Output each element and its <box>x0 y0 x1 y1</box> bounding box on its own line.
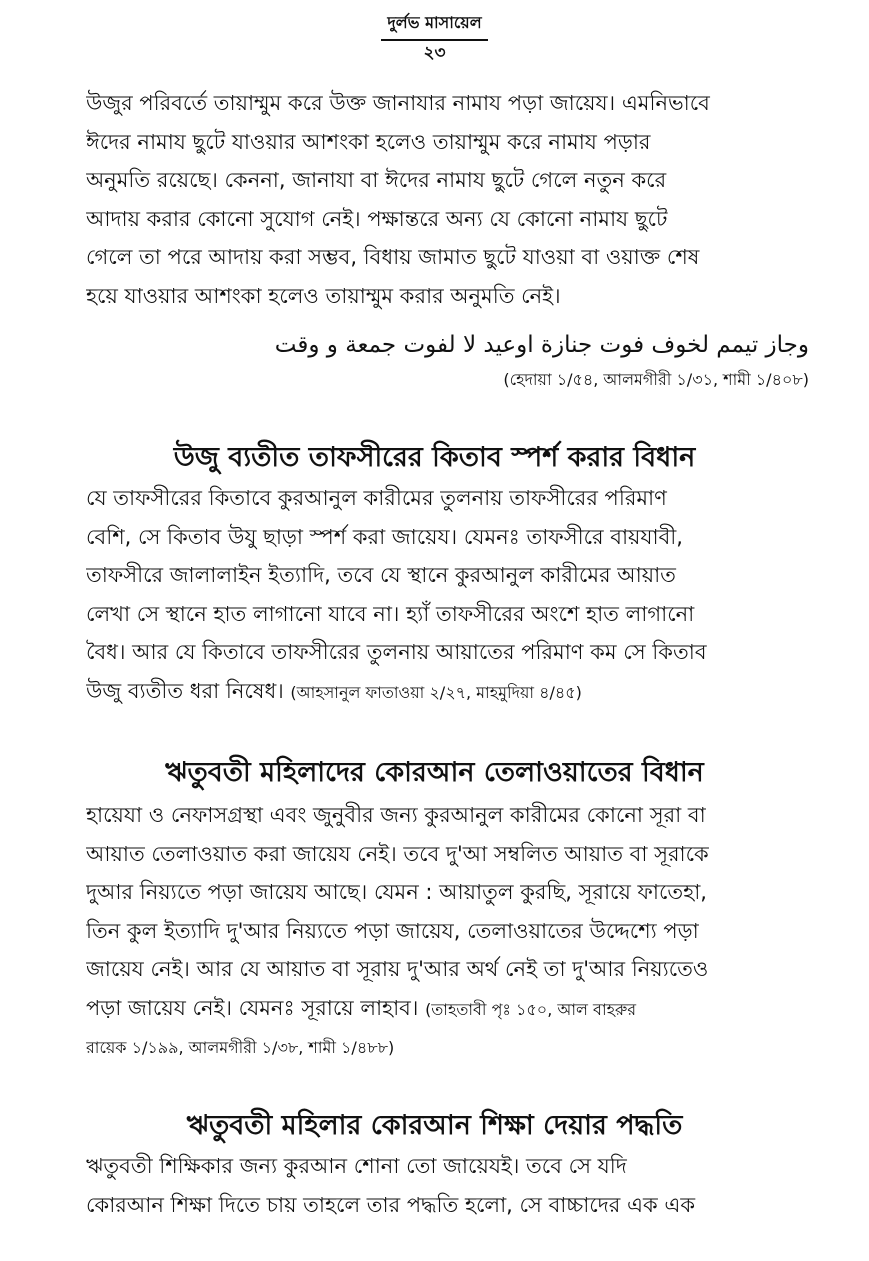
paragraph-text: উজু ব্যতীত ধরা নিষেধ। <box>86 678 284 703</box>
section-heading-teaching: ঋতুবতী মহিলার কোরআন শিক্ষা দেয়ার পদ্ধতি <box>186 1110 683 1141</box>
recitation-paragraph <box>86 796 821 1068</box>
paragraph-line: গেলে তা পরে আদায় করা সম্ভব, বিধায় জামাত ছুটে যাওয়া বা ওয়াক্ত শেষ <box>86 245 700 269</box>
section-heading-tafsir: উজু ব্যতীত তাফসীরের কিতাব স্পর্শ করার বিধান <box>173 442 696 473</box>
paragraph-line: হায়েযা ও নেফাসগ্রস্থা এবং জুনুবীর জন্য কুরআনুল কারীমের কোনো সূরা বা <box>86 803 706 827</box>
page-number: ২৩ <box>423 43 446 63</box>
reference-citation: রায়েক ১/১৯৯, আলমগীরী ১/৩৮, শামী ১/৪৮৮) <box>86 1038 395 1057</box>
paragraph-line: ঋতুবতী শিক্ষিকার জন্য কুরআন শোনা তো জায়েযই। তবে সে যদি <box>86 1154 627 1178</box>
book-title: দুর্লভ মাসায়েল <box>381 10 487 41</box>
section-heading-recitation: ঋতুবতী মহিলাদের কোরআন তেলাওয়াতের বিধান <box>165 757 704 788</box>
paragraph-line: লেখা সে স্থানে হাত লাগানো যাবে না। হ্যাঁ তাফসীরের অংশে হাত লাগানো <box>86 601 695 626</box>
arabic-quote: وجاز تيمم لخوف فوت جنازة اوعيد لا لفوت جمعة و وقت <box>274 332 809 358</box>
running-header <box>0 10 869 41</box>
paragraph-line-with-reference <box>86 672 821 713</box>
paragraph-line: যে তাফসীরের কিতাবে কুরআনুল কারীমের তুলনায় তাফসীরের পরিমাণ <box>86 486 667 510</box>
paragraph-line: তিন কুল ইত্যাদি দু'আর নিয়্যতে পড়া জায়েয, তেলাওয়াতের উদ্দেশ্যে পড়া <box>86 918 699 943</box>
tafsir-paragraph <box>86 479 821 712</box>
paragraph-line: দুআর নিয়্যতে পড়া জায়েয আছে। যেমন : আয়াতুল কুরছি, সূরায়ে ফাতেহা, <box>86 880 707 904</box>
reference-citation: (তাহতাবী পৃঃ ১৫০, আল বাহরুর <box>425 999 637 1019</box>
paragraph-line: আয়াত তেলাওয়াত করা জায়েয নেই। তবে দু'আ সম্বলিত আয়াত বা সূরাকে <box>86 841 709 866</box>
paragraph-line: বেশি, সে কিতাব উযু ছাড়া স্পর্শ করা জায়েয। যেমনঃ তাফসীরে বায়যাবী, <box>86 524 683 549</box>
paragraph-line: হয়ে যাওয়ার আশংকা হলেও তায়াম্মুম করার অনুমতি নেই। <box>86 283 561 308</box>
paragraph-line: অনুমতি রয়েছে। কেননা, জানাযা বা ঈদের নামায ছুটে গেলে নতুন করে <box>86 168 667 192</box>
paragraph-line-with-reference <box>86 989 821 1030</box>
paragraph-line: আদায় করার কোনো সুযোগ নেই। পক্ষান্তরে অন্য যে কোনো নামায ছুটে <box>86 206 668 231</box>
intro-paragraph <box>86 84 821 315</box>
paragraph-line: কোরআন শিক্ষা দিতে চায় তাহলে তার পদ্ধতি হলো, সে বাচ্চাদের এক এক <box>86 1192 696 1217</box>
paragraph-line: তাফসীরে জালালাইন ইত্যাদি, তবে যে স্থানে কুরআনুল কারীমের আয়াত <box>86 563 676 587</box>
paragraph-line: বৈধ। আর যে কিতাবে তাফসীরের তুলনায় আয়াতের পরিমাণ কম সে কিতাব <box>86 640 707 664</box>
paragraph-line: উজুর পরিবর্তে তায়াম্মুম করে উক্ত জানাযার নামায পড়া জায়েয। এমনিভাবে <box>86 91 710 115</box>
paragraph-line: জায়েয নেই। আর যে আয়াত বা সূরায় দু'আর অর্থ নেই তা দু'আর নিয়্যতেও <box>86 957 709 981</box>
paragraph-text: পড়া জায়েয নেই। যেমনঃ সূরায়ে লাহাব। <box>86 995 419 1020</box>
reference-citation: (আহসানুল ফাতাওয়া ২/২৭, মাহমুদিয়া ৪/৪৫) <box>290 682 582 702</box>
teaching-paragraph <box>86 1147 821 1224</box>
reference-citation: (হেদায়া ১/৫৪, আলমগীরী ১/৩১, শামী ১/৪০৮) <box>503 370 809 389</box>
paragraph-line: ঈদের নামায ছুটে যাওয়ার আশংকা হলেও তায়াম্মুম করে নামায পড়ার <box>86 129 651 154</box>
